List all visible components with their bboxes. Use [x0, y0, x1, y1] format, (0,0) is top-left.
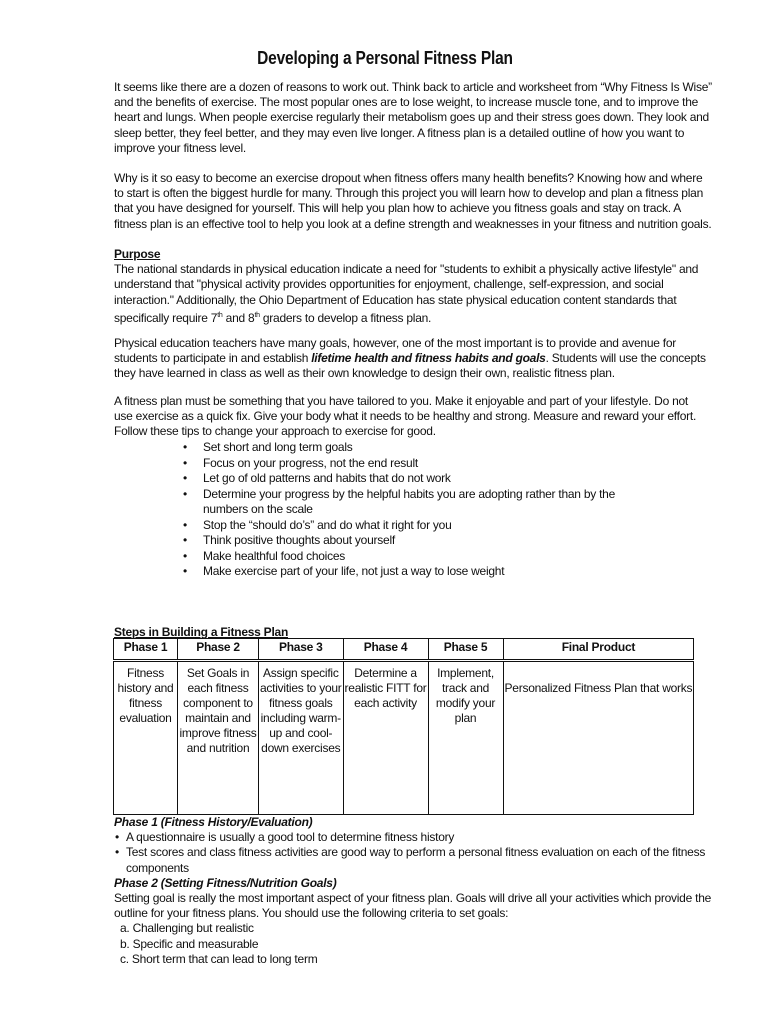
- text-line: outline for your fitness plans. You should use the following criteria to set goals:: [114, 906, 509, 921]
- text-line: that you have designed for yourself. This will help you plan how to achieve you fitness goals and stay on track. A: [114, 201, 681, 216]
- column-header: Phase 5: [428, 639, 503, 661]
- table-header-row: [114, 639, 694, 661]
- column-header: Phase 2: [178, 639, 259, 661]
- text-line: they have learned in class as well as their own knowledge to design their own, realistic fitness plan.: [114, 366, 615, 381]
- table-row: [114, 661, 694, 815]
- text-line: Physical education teachers have many goals, however, one of the most important is to provide and avenue for: [114, 336, 677, 350]
- list-item: • Make healthful food choices: [181, 549, 661, 565]
- purpose-heading: Purpose: [114, 247, 161, 261]
- text-line: It seems like there are a dozen of reasons to work out. Think back to article and worksheet from “Why Fitness Is Wise”: [114, 80, 712, 94]
- column-header: Phase 4: [343, 639, 428, 661]
- text-line: improve your fitness level.: [114, 140, 246, 155]
- emphasis-text: lifetime health and fitness habits and goals: [311, 351, 546, 366]
- criteria-item: b. Specific and measurable: [120, 936, 259, 951]
- text-line: The national standards in physical education indicate a need for "students to exhibit a physically active lifestyle" and: [114, 262, 699, 277]
- column-header: Phase 1: [114, 639, 178, 661]
- text-line: use exercise as a quick fix. Give your body what it needs to be healthy and strong. Measure and reward your effort.: [114, 409, 697, 424]
- text-line: sleep better, they feel better, and they may even live longer. A fitness plan is a detailed outline of how you want to: [114, 125, 685, 140]
- column-header: Final Product: [503, 639, 694, 661]
- text-line: Setting goal is really the most important aspect of your fitness plan. Goals will drive all your activities which provide the: [114, 891, 712, 906]
- intro-paragraph: [114, 80, 712, 156]
- criteria-item: a. Challenging but realistic: [120, 921, 254, 936]
- purpose-section: [114, 247, 699, 326]
- text-line: fitness plan is an effective tool to help you look at a define strength and weaknesses in your fitness and nutrition goals.: [114, 216, 712, 231]
- table-cell: Determine a realistic FITT for each activity: [343, 661, 428, 815]
- table-cell: Fitness history and fitness evaluation: [114, 661, 178, 815]
- list-item: • Think positive thoughts about yourself: [181, 533, 661, 549]
- column-header: Phase 3: [259, 639, 344, 661]
- list-item: • Determine your progress by the helpful habits you are adopting rather than by the numbers on the scale: [181, 487, 661, 518]
- tips-list: [181, 440, 661, 580]
- table-cell: Set Goals in each fitness component to maintain and improve fitness and nutrition: [178, 661, 259, 815]
- list-item: • Set short and long term goals: [181, 440, 661, 456]
- table-cell: Implement, track and modify your plan: [428, 661, 503, 815]
- text-line: heart and lungs. When people exercise regularly their metabolism goes up and their stress goes down. They look and: [114, 110, 709, 125]
- text-line: A fitness plan must be something that you have tailored to you. Make it enjoyable and part of your lifestyle. Do not: [114, 394, 689, 408]
- table-cell: Assign specific activities to your fitness goals including warm- up and cool- down exercises: [259, 661, 344, 815]
- text-line: Follow these tips to change your approach to exercise for good.: [114, 424, 436, 439]
- page-title: Developing a Personal Fitness Plan: [257, 48, 513, 68]
- criteria-item: c. Short term that can lead to long term: [120, 951, 318, 966]
- list-item: • A questionnaire is usually a good tool to determine fitness history: [115, 830, 455, 845]
- list-item: • Test scores and class fitness activities are good way to perform a personal fitness evaluation on each of the fitness: [115, 845, 706, 860]
- phase1-section: [114, 815, 712, 967]
- list-item: • Stop the “should do’s” and do what it right for you: [181, 518, 661, 534]
- phase2-heading: Phase 2 (Setting Fitness/Nutrition Goals): [114, 875, 337, 890]
- text-line: specifically require 7th and 8th graders to develop a fitness plan.: [114, 310, 432, 325]
- list-item: components: [126, 860, 189, 875]
- list-item: • Let go of old patterns and habits that do not work: [181, 471, 661, 487]
- phases-table: [113, 638, 694, 815]
- text-line: students to participate in and establish lifetime health and fitness habits and goals. Students will use the concepts: [114, 351, 706, 366]
- text-line: to start is often the biggest hurdle for many. Through this project you will learn how to develop and plan a fitness plan: [114, 186, 703, 201]
- steps-heading: Steps in Building a Fitness Plan: [114, 625, 289, 639]
- text-line: interaction." Additionally, the Ohio Department of Education has state physical education content standards that: [114, 292, 677, 307]
- text-line: and the benefits of exercise. The most popular ones are to lose weight, to increase muscle tone, and to improve the: [114, 95, 699, 110]
- phase1-heading: Phase 1 (Fitness History/Evaluation): [114, 815, 313, 829]
- teachers-paragraph: [114, 336, 706, 382]
- dropout-paragraph: [114, 171, 712, 232]
- text-line: understand that "physical activity provides opportunities for enjoyment, challenge, self-expression, and social: [114, 277, 664, 292]
- list-item: • Focus on your progress, not the end result: [181, 456, 661, 472]
- tailored-paragraph: [114, 394, 697, 440]
- table-cell: Personalized Fitness Plan that works: [503, 661, 694, 815]
- text-line: Why is it so easy to become an exercise dropout when fitness offers many health benefits? Knowing how and where: [114, 171, 703, 185]
- list-item: • Make exercise part of your life, not just a way to lose weight: [181, 564, 661, 580]
